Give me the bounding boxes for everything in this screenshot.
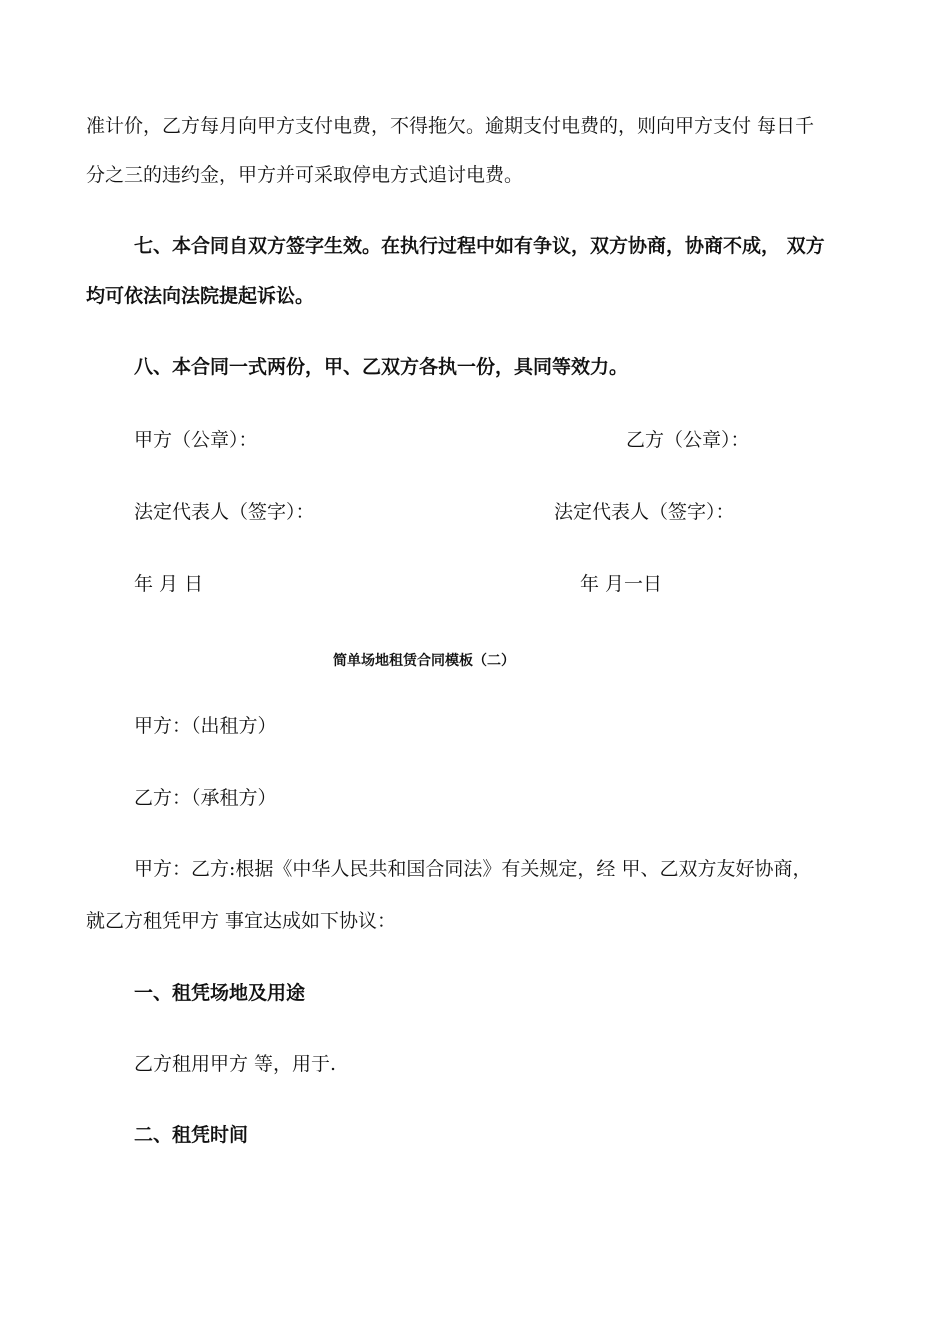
section2-heading: 二、租凭时间	[134, 1124, 249, 1146]
party-a-seal-label: 甲方（公章）：	[134, 429, 258, 451]
contract2-title: 简单场地租赁合同模板（二）	[333, 653, 515, 669]
contract2-party-a: 甲方：（出租方）	[134, 715, 277, 737]
party-b-seal-label: 乙方（公章）：	[626, 429, 750, 451]
clause6-line1: 准计价，乙方每月向甲方支付电费，不得拖欠。逾期支付电费的，则向甲方支付 每日千	[86, 115, 815, 137]
party-b-date: 年 月一日	[580, 573, 663, 595]
contract2-intro-line1: 甲方：乙方:根据《中华人民共和国合同法》有关规定，经 甲、乙双方友好协商，	[134, 858, 812, 880]
section1-body: 乙方租用甲方 等，用于.	[134, 1053, 337, 1075]
clause7-line1: 七、本合同自双方签字生效。在执行过程中如有争议，双方协商，协商不成， 双方	[134, 235, 825, 257]
party-a-rep-label: 法定代表人（签字）：	[134, 501, 315, 523]
contract2-intro-line2: 就乙方租凭甲方 事宜达成如下协议：	[86, 910, 397, 932]
section1-heading: 一、租凭场地及用途	[134, 982, 306, 1004]
contract2-party-b: 乙方：（承租方）	[134, 787, 277, 809]
clause8: 八、本合同一式两份，甲、乙双方各执一份，具同等效力。	[134, 356, 629, 378]
clause7-line2: 均可依法向法院提起诉讼。	[86, 285, 315, 307]
clause6-line2: 分之三的违约金，甲方并可采取停电方式追讨电费。	[86, 164, 524, 186]
party-a-date: 年 月 日	[134, 573, 204, 595]
party-b-rep-label: 法定代表人（签字）：	[554, 501, 735, 523]
